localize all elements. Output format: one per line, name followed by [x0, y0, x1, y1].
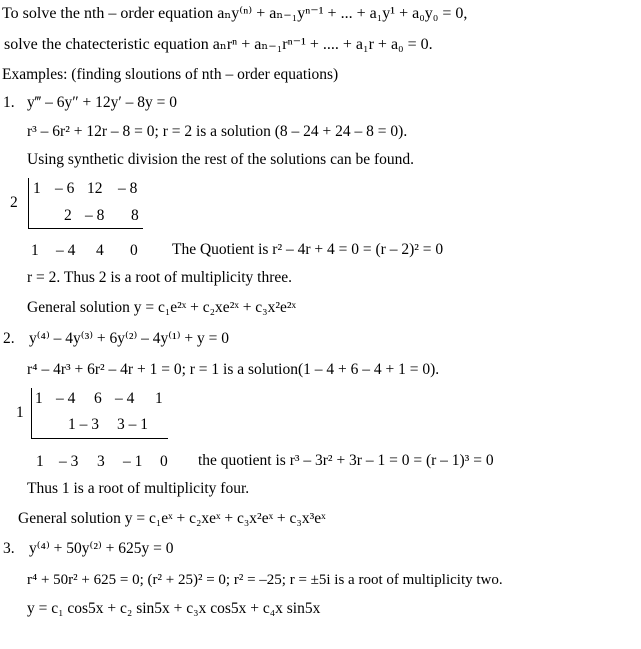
example-1-row1-cell: – 8: [118, 180, 138, 197]
example-1-number: 1.: [3, 94, 15, 111]
example-1-general-solution: General solution y = c₁e²ˣ + c₂xe²ˣ + c₃x²e²ˣ: [27, 299, 296, 316]
example-2-row1-cell: 1: [155, 390, 163, 407]
example-3-number: 3.: [3, 540, 15, 557]
examples-heading: Examples: (finding sloutions of nth – order equations): [2, 66, 339, 83]
example-1-root-statement: r = 2. Thus 2 is a root of multiplicity three.: [27, 269, 293, 286]
example-2-row2-cell: 1 – 3: [68, 416, 99, 433]
example-1-equation: y‴ – 6y″ + 12y′ – 8y = 0: [27, 94, 178, 111]
example-1-method-note: Using synthetic division the rest of the solutions can be found.: [27, 151, 415, 168]
example-1-row3-cell: – 4: [56, 242, 76, 259]
example-2-divisor: 1: [16, 404, 24, 421]
example-2-row2-cell: 3 – 1: [117, 416, 148, 433]
example-1-characteristic-equation: r³ – 6r² + 12r – 8 = 0; r = 2 is a solution (8 – 24 + 24 – 8 = 0).: [27, 123, 408, 140]
example-2-number: 2.: [3, 330, 15, 347]
example-2-equation: y⁽⁴⁾ – 4y⁽³⁾ + 6y⁽²⁾ – 4y⁽¹⁾ + y = 0: [29, 330, 230, 347]
example-3-equation: y⁽⁴⁾ + 50y⁽²⁾ + 625y = 0: [29, 540, 174, 557]
example-3-characteristic-equation: r⁴ + 50r² + 625 = 0; (r² + 25)² = 0; r² = –25; r = ±5i is a root of multiplicity two.: [27, 572, 503, 588]
example-2-general-solution: General solution y = c₁eˣ + c₂xeˣ + c₃x²eˣ + c₃x³eˣ: [18, 510, 326, 527]
example-1-row3-cell: 4: [96, 242, 104, 259]
example-2-row1-cell: – 4: [56, 390, 76, 407]
example-1-row2-cell: – 8: [85, 207, 105, 224]
example-1-row1-cell: – 6: [55, 180, 75, 197]
example-1-row3-cell: 1: [31, 242, 39, 259]
example-2-quotient: the quotient is r³ – 3r² + 3r – 1 = 0 = (r – 1)³ = 0: [198, 452, 494, 469]
example-1-row1-cell: 12: [87, 180, 103, 197]
example-1-row2-cell: 2: [64, 207, 72, 224]
example-3-solution: y = c₁ cos5x + c₂ sin5x + c₃x cos5x + c₄x sin5x: [27, 600, 321, 617]
example-1-divisor: 2: [10, 194, 18, 211]
intro-line-2: solve the chatecteristic equation aₙrⁿ + aₙ₋₁rⁿ⁻¹ + .... + a₁r + a₀ = 0.: [4, 36, 433, 53]
example-2-row3-cell: 3: [97, 453, 105, 470]
intro-line-1: To solve the nth – order equation aₙy⁽ⁿ⁾ + aₙ₋₁yⁿ⁻¹ + ... + a₁y¹ + a₀y₀ = 0,: [2, 5, 468, 22]
example-2-row1-cell: – 4: [115, 390, 135, 407]
example-2-row1-cell: 1: [35, 390, 43, 407]
example-1-row2-cell: 8: [131, 207, 139, 224]
example-2-row3-cell: 1: [36, 453, 44, 470]
example-2-row1-cell: 6: [94, 390, 102, 407]
example-2-root-statement: Thus 1 is a root of multiplicity four.: [27, 480, 250, 497]
example-2-characteristic-equation: r⁴ – 4r³ + 6r² – 4r + 1 = 0; r = 1 is a solution(1 – 4 + 6 – 4 + 1 = 0).: [27, 361, 440, 378]
example-2-row3-cell: 0: [160, 453, 168, 470]
example-1-quotient: The Quotient is r² – 4r + 4 = 0 = (r – 2)² = 0: [172, 241, 444, 258]
example-1-row1-cell: 1: [33, 180, 41, 197]
example-1-row3-cell: 0: [130, 242, 138, 259]
example-2-row3-cell: – 1: [123, 453, 143, 470]
example-2-row3-cell: – 3: [59, 453, 79, 470]
